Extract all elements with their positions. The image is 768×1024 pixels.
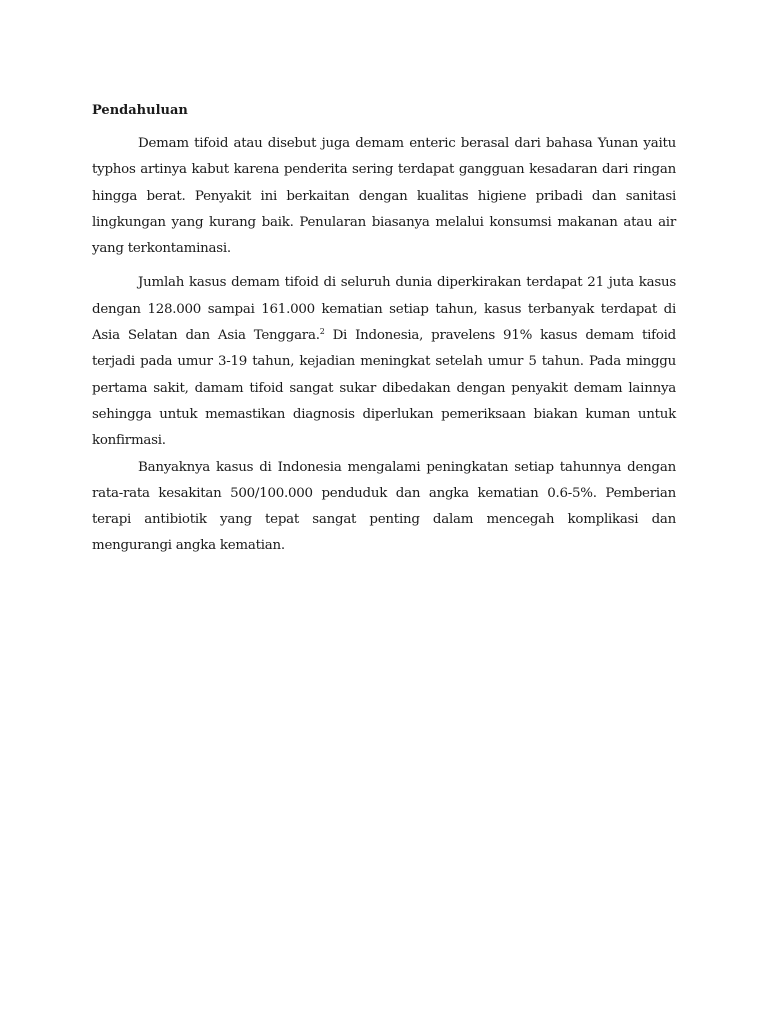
section-heading: Pendahuluan (92, 103, 188, 118)
paragraph-1: Demam tifoid atau disebut juga demam enteric berasal dari bahasa Yunan yaitu typhos artinya kabut karena penderita sering terdapat gangguan kesadaran dari ringan hingga berat. Penyakit ini berkaitan dengan kualitas higiene pribadi dan sanitasi lingkungan yang kurang baik. Penularan biasanya melalui konsumsi makanan atau air yang terkontaminasi. (92, 136, 676, 257)
paragraph-2-text-after: Di Indonesia, pravelens 91% kasus demam tifoid terjadi pada umur 3-19 tahun, kejadian meningkat setelah umur 5 tahun. Pada minggu pertama sakit, damam tifoid sangat sukar dibedakan dengan penyakit demam lainnya sehingga untuk memastikan diagnosis diperlukan pemeriksaan biakan kuman untuk konfirmasi. (92, 328, 676, 449)
paragraph-2 (92, 270, 676, 454)
document-page (92, 100, 676, 560)
citation-superscript: 2 (319, 327, 325, 337)
paragraph-3: Banyaknya kasus di Indonesia mengalami peningkatan setiap tahunnya dengan rata-rata kesakitan 500/100.000 penduduk dan angka kematian 0.6-5%. Pemberian terapi antibiotik yang tepat sangat penting dalam mencegah komplikasi dan mengurangi angka kematian. (92, 459, 676, 554)
paragraph-2-text-before: Jumlah kasus demam tifoid di seluruh dunia diperkirakan terdapat 21 juta kasus dengan 128.000 sampai 161.000 kematian setiap tahun, kasus terbanyak terdapat di Asia Selatan dan Asia Tenggara. (92, 275, 676, 344)
